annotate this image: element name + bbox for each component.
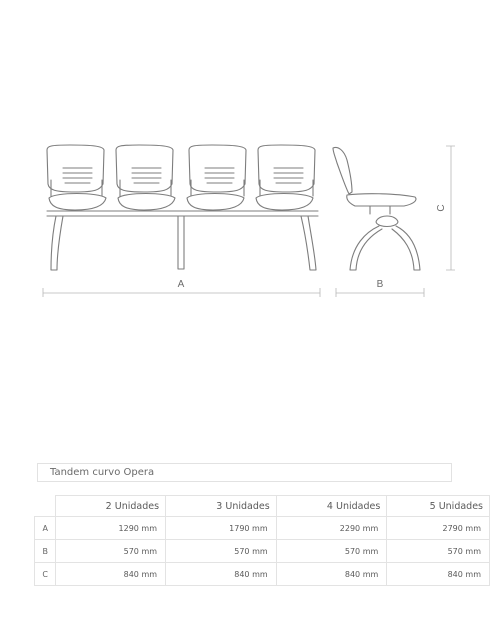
beam <box>47 211 318 216</box>
table-cell: 2790 mm <box>387 517 490 540</box>
seat-4 <box>256 145 315 210</box>
row-label: B <box>35 540 56 563</box>
table-cell: 840 mm <box>276 563 387 586</box>
column-header: 4 Unidades <box>276 496 387 517</box>
table-row <box>35 540 490 563</box>
dimensions-table <box>34 495 490 586</box>
table-cell: 840 mm <box>56 563 166 586</box>
product-title-box <box>37 463 452 482</box>
column-header: 5 Unidades <box>387 496 490 517</box>
row-label: A <box>35 517 56 540</box>
table-cell: 1290 mm <box>56 517 166 540</box>
leg-left <box>51 216 63 270</box>
leg-center <box>178 216 184 269</box>
table-header-row <box>35 496 490 517</box>
product-title: Tandem curvo Opera <box>50 467 155 478</box>
table-cell: 570 mm <box>56 540 166 563</box>
side-view-chair <box>333 148 420 271</box>
dim-label-c: C <box>436 204 447 212</box>
dim-line-c <box>446 146 455 270</box>
seat-2 <box>116 145 175 210</box>
table-cell: 570 mm <box>387 540 490 563</box>
dim-label-b: B <box>376 279 384 290</box>
dim-label-a: A <box>177 279 185 290</box>
dim-labels <box>178 204 447 290</box>
table-cell: 840 mm <box>387 563 490 586</box>
table-cell: 570 mm <box>276 540 387 563</box>
seat-3 <box>187 145 246 210</box>
table-row <box>35 563 490 586</box>
column-header: 2 Unidades <box>56 496 166 517</box>
column-header: 3 Unidades <box>166 496 277 517</box>
leg-right <box>301 216 316 270</box>
table-corner <box>35 496 56 517</box>
row-label: C <box>35 563 56 586</box>
table-cell: 840 mm <box>166 563 277 586</box>
table-cell: 1790 mm <box>166 517 277 540</box>
table-cell: 570 mm <box>166 540 277 563</box>
table-cell: 2290 mm <box>276 517 387 540</box>
seat-1 <box>47 145 106 210</box>
table-row <box>35 517 490 540</box>
